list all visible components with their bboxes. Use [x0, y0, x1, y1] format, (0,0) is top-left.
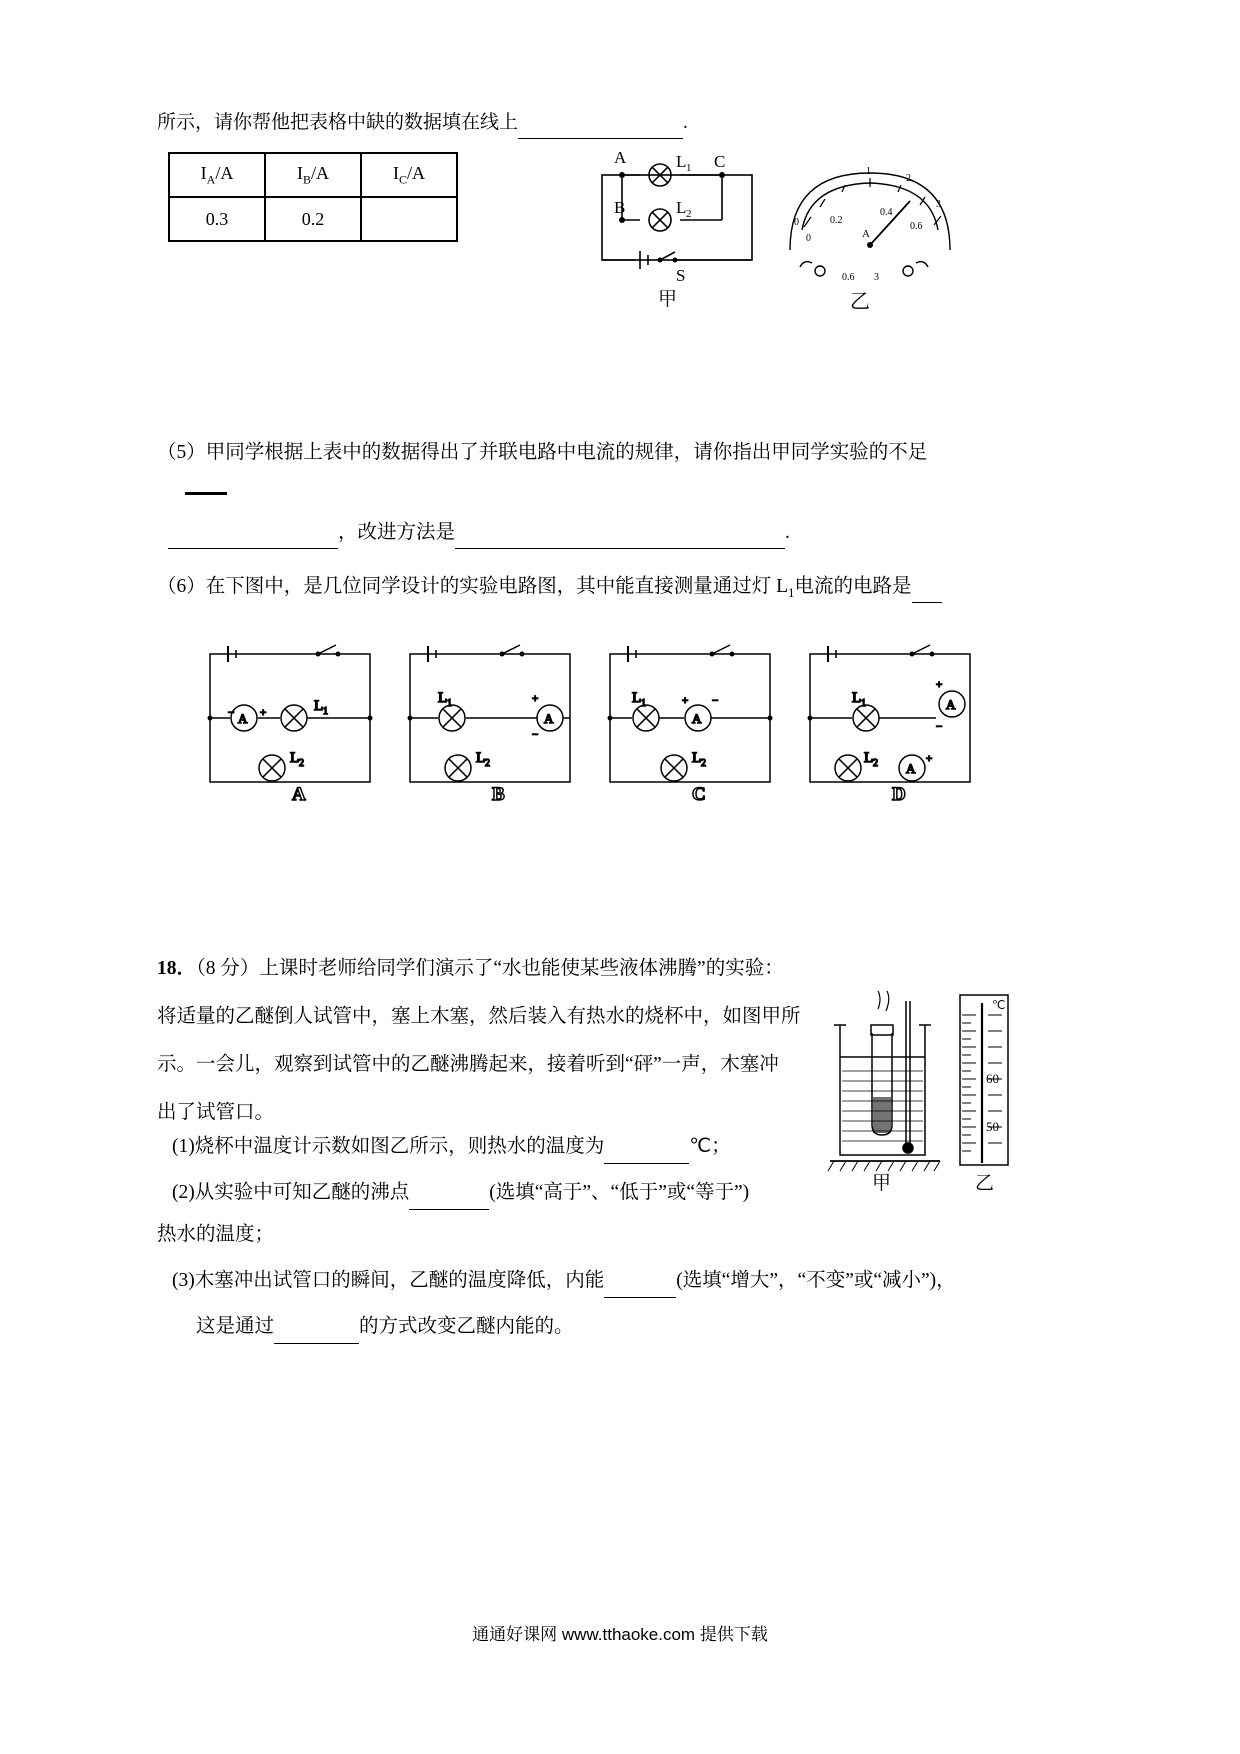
svg-text:1: 1: [323, 706, 328, 717]
svg-text:L: L: [676, 152, 687, 171]
svg-text:甲: 甲: [658, 289, 678, 310]
svg-text:S: S: [676, 266, 686, 285]
q5-line2-mid: ，改进方法是: [338, 522, 456, 543]
table-header-ia-sub: A: [206, 172, 216, 187]
q18-sub3-blank-1[interactable]: [604, 1264, 676, 1298]
q18-sub2-text: (2)从实验中可知乙醚的沸点: [172, 1182, 410, 1203]
current-data-table: [168, 152, 458, 242]
table-header-ib-sub: B: [302, 172, 311, 187]
q18-sub3-options: (选填“增大”，“不变”或“减小”)，: [676, 1270, 956, 1291]
svg-text:A: A: [292, 784, 306, 805]
svg-text:1: 1: [861, 698, 866, 709]
svg-text:−: −: [228, 707, 235, 719]
q18-sub3-text: (3)木塞冲出试管口的瞬间，乙醚的温度降低，内能: [172, 1270, 605, 1291]
svg-text:L: L: [476, 750, 486, 766]
svg-text:L: L: [676, 198, 687, 217]
svg-text:B: B: [492, 784, 505, 805]
q6-text: （6）在下图中，是几位同学设计的实验电路图，其中能直接测量通过灯 L: [157, 576, 789, 597]
question-18-sub2: [172, 1176, 749, 1210]
svg-text:L: L: [290, 750, 300, 766]
figure-four-circuit-options: [190, 640, 1000, 830]
top-instruction-text: 所示，请你帮他把表格中缺的数据填在线上: [157, 112, 519, 133]
svg-text:乙: 乙: [850, 291, 870, 313]
q18-stem-1: 上课时老师给同学们演示了“水也能使某些液体沸腾”的实验：: [259, 958, 784, 979]
svg-text:3: 3: [936, 199, 941, 210]
svg-text:1: 1: [686, 162, 692, 174]
table-header-ib: $I_B/A$: [265, 153, 361, 197]
svg-text:0.6: 0.6: [842, 272, 855, 283]
question-18-line2: 将适量的乙醚倒人试管中，塞上木塞，然后装入有热水的烧杯中，如图甲所: [157, 1006, 801, 1027]
question-18-sub3-cont: [196, 1310, 574, 1344]
svg-text:A: A: [238, 711, 248, 726]
svg-text:−: −: [712, 695, 719, 707]
table-header-ia: $I_A/A$: [169, 153, 265, 197]
question-18-sub1: [172, 1130, 731, 1164]
svg-text:0: 0: [806, 233, 811, 244]
svg-text:A: A: [906, 761, 916, 776]
question-5-line1: （5）甲同学根据上表中的数据得出了并联电路中电流的规律，请你指出甲同学实验的不足: [157, 442, 928, 463]
table-cell-ia: 0.3: [169, 197, 265, 241]
q6-sub: 1: [788, 584, 795, 600]
svg-text:1: 1: [866, 166, 871, 177]
page-footer: 通通好课网 www.tthaoke.com 提供下载: [472, 1625, 768, 1644]
svg-text:甲: 甲: [872, 1173, 892, 1194]
q18-sub1-blank[interactable]: [604, 1130, 689, 1164]
table-cell-ic: [361, 197, 457, 241]
svg-text:L: L: [852, 690, 862, 706]
svg-text:0: 0: [794, 217, 799, 228]
q5-blank-1[interactable]: [168, 518, 338, 549]
svg-text:A: A: [692, 711, 702, 726]
q6-text-tail: 电流的电路是: [794, 576, 912, 597]
svg-text:L: L: [632, 690, 642, 706]
q18-sub3-text2: 这是通过: [196, 1316, 275, 1337]
table-header-ic: $I_C/A$: [361, 153, 457, 197]
svg-text:60: 60: [986, 1071, 999, 1086]
svg-text:+: +: [260, 707, 267, 719]
svg-text:A: A: [544, 711, 554, 726]
q5-blank-2[interactable]: [455, 518, 785, 549]
question-18-sub2-cont: 热水的温度；: [157, 1224, 275, 1245]
question-6-line: [157, 572, 942, 608]
svg-text:C: C: [692, 784, 706, 805]
figure-circuit-and-ammeter: [580, 145, 980, 330]
svg-text:3: 3: [874, 272, 879, 283]
svg-text:A: A: [946, 697, 956, 712]
svg-text:1: 1: [447, 698, 452, 709]
svg-text:2: 2: [873, 758, 878, 769]
q18-sub2-options: (选填“高于”、“低于”或“等于”): [489, 1182, 750, 1203]
q18-sub1-unit: ℃；: [689, 1136, 731, 1157]
q18-sub3-tail: 的方式改变乙醚内能的。: [359, 1316, 574, 1337]
figure-beaker-and-thermometer: [820, 985, 1050, 1195]
question-18-sub3: [172, 1264, 956, 1298]
svg-text:L: L: [438, 690, 448, 706]
svg-text:L: L: [864, 750, 874, 766]
q5-line2-suffix: .: [785, 522, 790, 543]
svg-text:A: A: [614, 148, 627, 167]
svg-text:1: 1: [641, 698, 646, 709]
svg-text:L: L: [692, 750, 702, 766]
svg-text:+: +: [926, 753, 933, 765]
svg-text:+: +: [532, 693, 539, 705]
question-18-line4: 出了试管口。: [157, 1102, 275, 1123]
top-instruction-line: [157, 108, 688, 139]
svg-text:C: C: [714, 152, 726, 171]
svg-text:2: 2: [906, 173, 911, 184]
q18-sub2-blank[interactable]: [409, 1176, 489, 1210]
svg-text:℃: ℃: [992, 998, 1006, 1012]
svg-text:+: +: [682, 695, 689, 707]
q18-number: 18．: [157, 958, 197, 979]
svg-text:2: 2: [686, 208, 692, 220]
svg-text:+: +: [936, 679, 943, 691]
svg-text:L: L: [314, 698, 324, 714]
svg-text:2: 2: [701, 758, 706, 769]
question-18-line3: 示。一会儿，观察到试管中的乙醚沸腾起来，接着听到“砰”一声，木塞冲: [157, 1054, 779, 1075]
question-18-line1: [157, 952, 784, 985]
table-value-row: [169, 197, 457, 241]
q18-score: （8 分）: [196, 958, 260, 979]
svg-text:D: D: [892, 784, 906, 805]
table-header-row: [169, 153, 457, 197]
q5-short-mark: [185, 492, 227, 495]
svg-text:−: −: [936, 721, 943, 733]
top-instruction-suffix: .: [683, 112, 688, 133]
svg-text:0.2: 0.2: [830, 215, 843, 226]
svg-text:2: 2: [299, 758, 304, 769]
fill-blank-top[interactable]: [518, 108, 683, 139]
question-5-line2: [168, 518, 790, 549]
svg-text:2: 2: [485, 758, 490, 769]
svg-text:50: 50: [986, 1119, 999, 1134]
table-cell-ib: 0.2: [265, 197, 361, 241]
q18-sub3-blank-2[interactable]: [274, 1310, 359, 1344]
svg-text:B: B: [614, 198, 626, 217]
svg-text:0.6: 0.6: [910, 221, 923, 232]
svg-text:A: A: [862, 228, 870, 240]
svg-text:乙: 乙: [975, 1173, 995, 1194]
table-header-ic-sub: C: [398, 172, 407, 187]
svg-text:−: −: [532, 729, 539, 741]
svg-text:0.4: 0.4: [880, 207, 893, 218]
q18-sub1-text: (1)烧杯中温度计示数如图乙所示，则热水的温度为: [172, 1136, 605, 1157]
q6-blank[interactable]: [912, 572, 942, 603]
